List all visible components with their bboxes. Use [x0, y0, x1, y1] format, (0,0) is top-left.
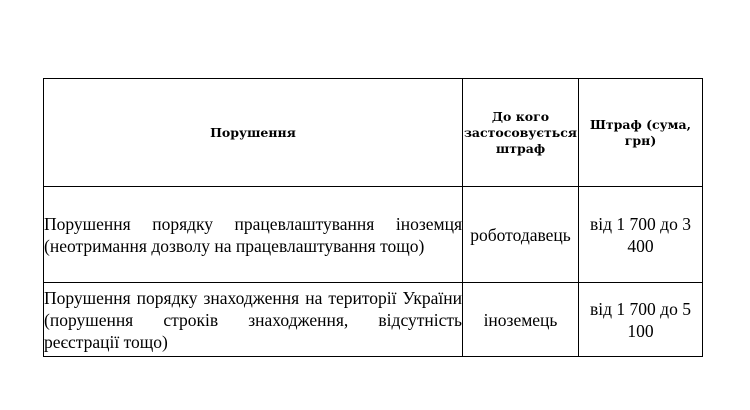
fine-cell — [579, 283, 703, 357]
violation-cell — [44, 283, 463, 357]
violation-text: Порушення порядку працевлаштування іноземця (неотримання дозволу на працевлаштування тощо) — [44, 213, 462, 256]
table-row — [44, 283, 703, 357]
applies-to-text: іноземець — [483, 309, 558, 330]
violation-cell — [44, 187, 463, 283]
fine-text: від 1 700 до 3 400 — [590, 213, 691, 256]
header-applies-to-label: До кого застосовується штраф — [463, 108, 578, 156]
fine-cell — [579, 187, 703, 283]
table-row — [44, 187, 703, 283]
applies-to-cell — [463, 187, 579, 283]
header-violation-label: Порушення — [210, 124, 296, 140]
header-fine-label: Штраф (сума, грн) — [590, 116, 691, 148]
violation-text: Порушення порядку знаходження на території України (порушення строків знаходження, відсутність реєстрації тощо) — [44, 287, 462, 352]
applies-to-cell — [463, 283, 579, 357]
fines-table — [43, 78, 703, 357]
fine-text: від 1 700 до 5 100 — [590, 298, 691, 341]
table-header-row — [44, 79, 703, 187]
header-applies-to — [463, 79, 579, 187]
header-fine — [579, 79, 703, 187]
header-violation — [44, 79, 463, 187]
applies-to-text: роботодавець — [470, 224, 571, 245]
